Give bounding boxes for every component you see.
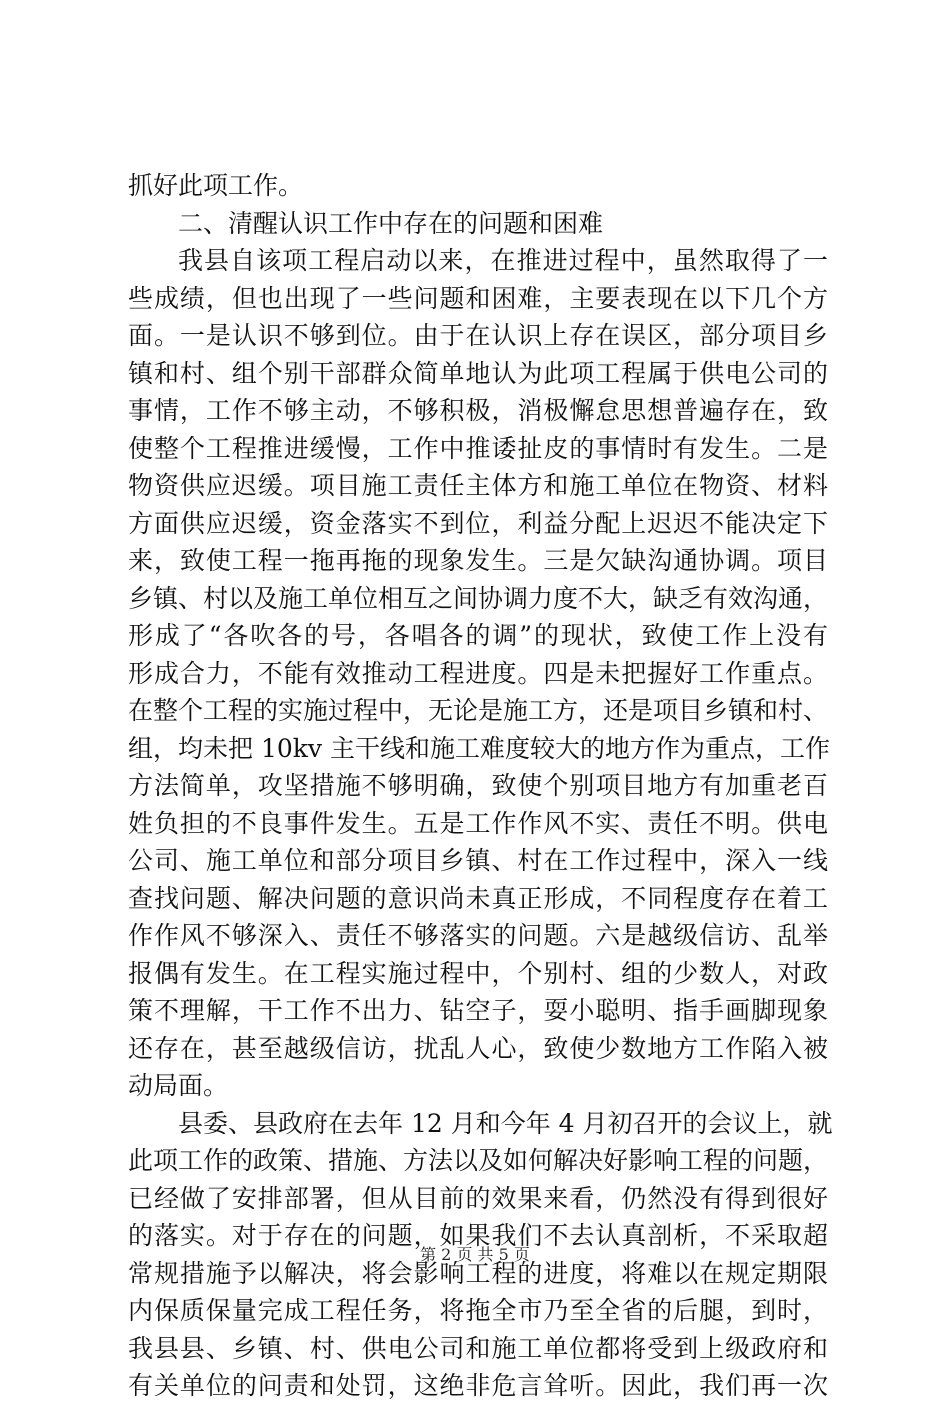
- text-line: 事情，工作不够主动，不够积极，消极懈怠思想普遍存在，致: [128, 396, 828, 425]
- text-line: 已经做了安排部署，但从目前的效果来看，仍然没有得到很好: [128, 1183, 828, 1213]
- text-line: 作作风不够深入、责任不够落实的问题。六是越级信访、乱举: [128, 921, 828, 950]
- text-line: 还存在，甚至越级信访，扰乱人心，致使少数地方工作陷入被: [128, 1033, 828, 1063]
- page-footer: 第 2 页 共 5 页: [420, 1245, 530, 1264]
- text-line: 抓好此项工作。: [128, 171, 304, 200]
- text-line: 些成绩，但也出现了一些问题和困难，主要表现在以下几个方: [128, 283, 828, 313]
- text-line: 此项工作的政策、措施、方法以及如何解决好影响工程的问题，: [128, 1146, 829, 1175]
- text-line: 我县自该项工程启动以来，在推进过程中，虽然取得了一: [178, 246, 828, 275]
- text-line: 来，致使工程一拖再拖的现象发生。三是欠缺沟通协调。项目: [128, 546, 828, 575]
- text-line: 组，均未把 10kv 主干线和施工难度较大的地方作为重点，工作: [128, 733, 830, 763]
- text-line: 二、清醒认识工作中存在的问题和困难: [178, 208, 604, 238]
- text-line: 报偶有发生。在工程实施过程中，个别村、组的少数人，对政: [128, 958, 828, 988]
- text-line: 县委、县政府在去年 12 月和今年 4 月初召开的会议上，就: [178, 1108, 833, 1138]
- text-line: 的落实。对于存在的问题，如果我们不去认真剖析，不采取超: [128, 1221, 828, 1250]
- text-line: 内保质保量完成工程任务，将拖全市乃至全省的后腿，到时，: [128, 1296, 828, 1325]
- text-line: 镇和村、组个别干部群众简单地认为此项工程属于供电公司的: [128, 358, 828, 388]
- text-line: 面。一是认识不够到位。由于在认识上存在误区，部分项目乡: [128, 321, 828, 350]
- text-line: 方面供应迟缓，资金落实不到位，利益分配上迟迟不能决定下: [128, 508, 828, 538]
- text-line: 方法简单，攻坚措施不够明确，致使个别项目地方有加重老百: [128, 771, 828, 800]
- text-line: 使整个工程推进缓慢，工作中推诿扯皮的事情时有发生。二是: [128, 433, 828, 463]
- text-line: 姓负担的不良事件发生。五是工作作风不实、责任不明。供电: [128, 808, 828, 838]
- text-line: 公司、施工单位和部分项目乡镇、村在工作过程中，深入一线: [128, 846, 828, 875]
- text-line: 常规措施予以解决，将会影响工程的进度，将难以在规定期限: [128, 1258, 828, 1288]
- text-line: 乡镇、村以及施工单位相互之间协调力度不大，缺乏有效沟通，: [128, 583, 829, 613]
- text-line: 查找问题、解决问题的意识尚未真正形成，不同程度存在着工: [128, 883, 828, 913]
- text-line: 物资供应迟缓。项目施工责任主体方和施工单位在物资、材料: [128, 471, 828, 500]
- text-line: 我县县、乡镇、村、供电公司和施工单位都将受到上级政府和: [128, 1333, 828, 1363]
- text-line: 策不理解，干工作不出力、钻空子，耍小聪明、指手画脚现象: [128, 996, 828, 1025]
- text-line: 形成了“各吹各的号，各唱各的调”的现状，致使工作上没有: [128, 621, 828, 650]
- text-line: 动局面。: [128, 1071, 229, 1100]
- text-line: 形成合力，不能有效推动工程进度。四是未把握好工作重点。: [128, 658, 828, 688]
- text-line: 有关单位的问责和处罚，这绝非危言耸听。因此，我们再一次: [128, 1371, 828, 1400]
- text-line: 在整个工程的实施过程中，无论是施工方，还是项目乡镇和村、: [128, 696, 829, 725]
